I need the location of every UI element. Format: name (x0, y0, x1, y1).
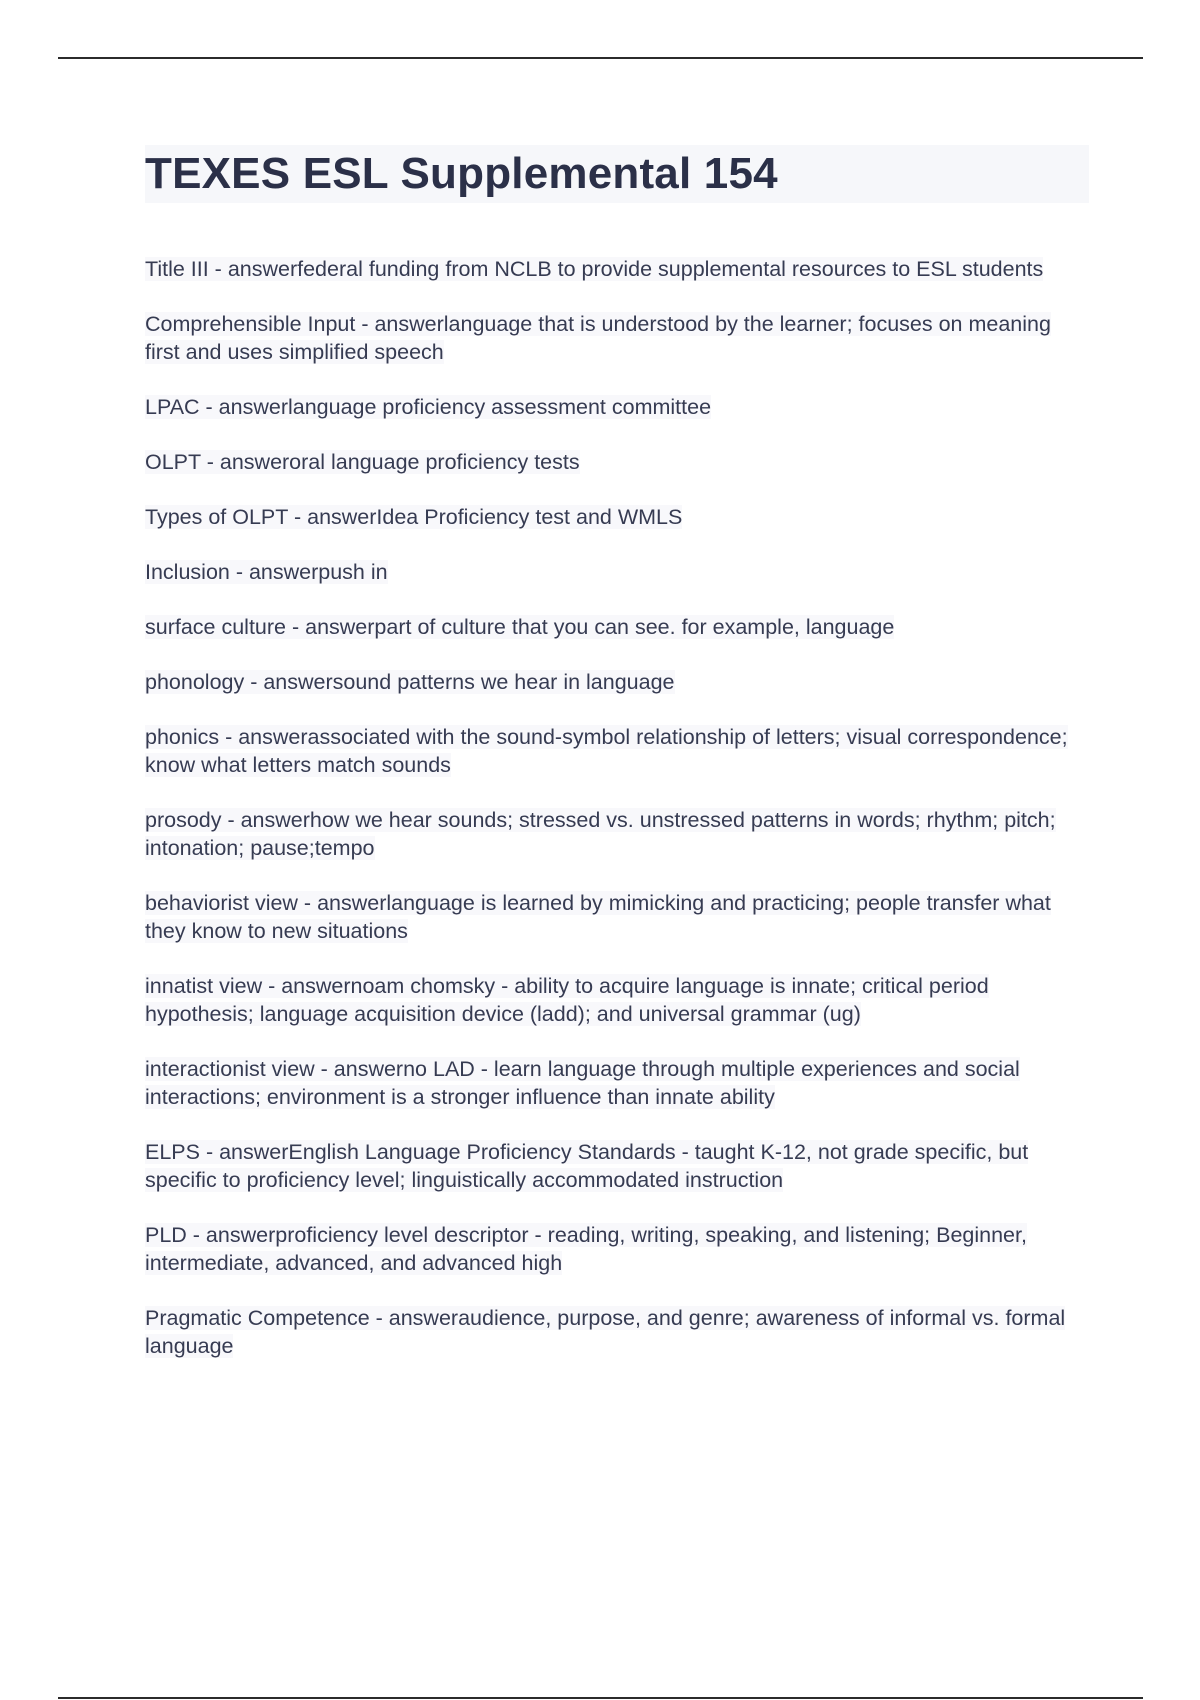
list-item (145, 1138, 1085, 1194)
list-item (145, 448, 1085, 476)
entry-text: surface culture - answerpart of culture that you can see. for example, language (145, 615, 895, 639)
list-item (145, 889, 1085, 945)
page-title: TEXES ESL Supplemental 154 (145, 149, 778, 198)
entry-text: Pragmatic Competence - answeraudience, purpose, and genre; awareness of informal vs. formal language (145, 1306, 1066, 1358)
list-item (145, 1221, 1085, 1277)
list-item (145, 668, 1085, 696)
title-block (145, 145, 1089, 203)
list-item (145, 310, 1085, 366)
entry-text: LPAC - answerlanguage proficiency assessment committee (145, 395, 712, 419)
list-item (145, 806, 1085, 862)
bottom-rule (58, 1697, 1143, 1699)
list-item (145, 1055, 1085, 1111)
entry-text: Inclusion - answerpush in (145, 560, 388, 584)
entry-text: phonics - answerassociated with the sound-symbol relationship of letters; visual correspondence; know what letters match sounds (145, 725, 1068, 777)
flashcard-list (145, 255, 1085, 1387)
entry-text: Types of OLPT - answerIdea Proficiency test and WMLS (145, 505, 683, 529)
top-rule (58, 57, 1143, 59)
list-item (145, 393, 1085, 421)
list-item (145, 558, 1085, 586)
entry-text: interactionist view - answerno LAD - learn language through multiple experiences and social interactions; environment is a stronger influence than innate ability (145, 1057, 1020, 1109)
entry-text: ELPS - answerEnglish Language Proficiency Standards - taught K-12, not grade specific, but specific to proficiency level; linguistically accommodated instruction (145, 1140, 1029, 1192)
list-item (145, 1304, 1085, 1360)
list-item (145, 255, 1085, 283)
entry-text: Title III - answerfederal funding from NCLB to provide supplemental resources to ESL students (145, 257, 1044, 281)
entry-text: phonology - answersound patterns we hear in language (145, 670, 675, 694)
list-item (145, 723, 1085, 779)
entry-text: prosody - answerhow we hear sounds; stressed vs. unstressed patterns in words; rhythm; pitch; intonation; pause;tempo (145, 808, 1056, 860)
list-item (145, 972, 1085, 1028)
list-item (145, 503, 1085, 531)
entry-text: PLD - answerproficiency level descriptor - reading, writing, speaking, and listening; Beginner, intermediate, advanced, and advanced high (145, 1223, 1027, 1275)
entry-text: Comprehensible Input - answerlanguage that is understood by the learner; focuses on meaning first and uses simplified speech (145, 312, 1051, 364)
entry-text: innatist view - answernoam chomsky - ability to acquire language is innate; critical period hypothesis; language acquisition device (ladd); and universal grammar (ug) (145, 974, 989, 1026)
list-item (145, 613, 1085, 641)
entry-text: behaviorist view - answerlanguage is learned by mimicking and practicing; people transfer what they know to new situations (145, 891, 1051, 943)
entry-text: OLPT - answeroral language proficiency tests (145, 450, 580, 474)
